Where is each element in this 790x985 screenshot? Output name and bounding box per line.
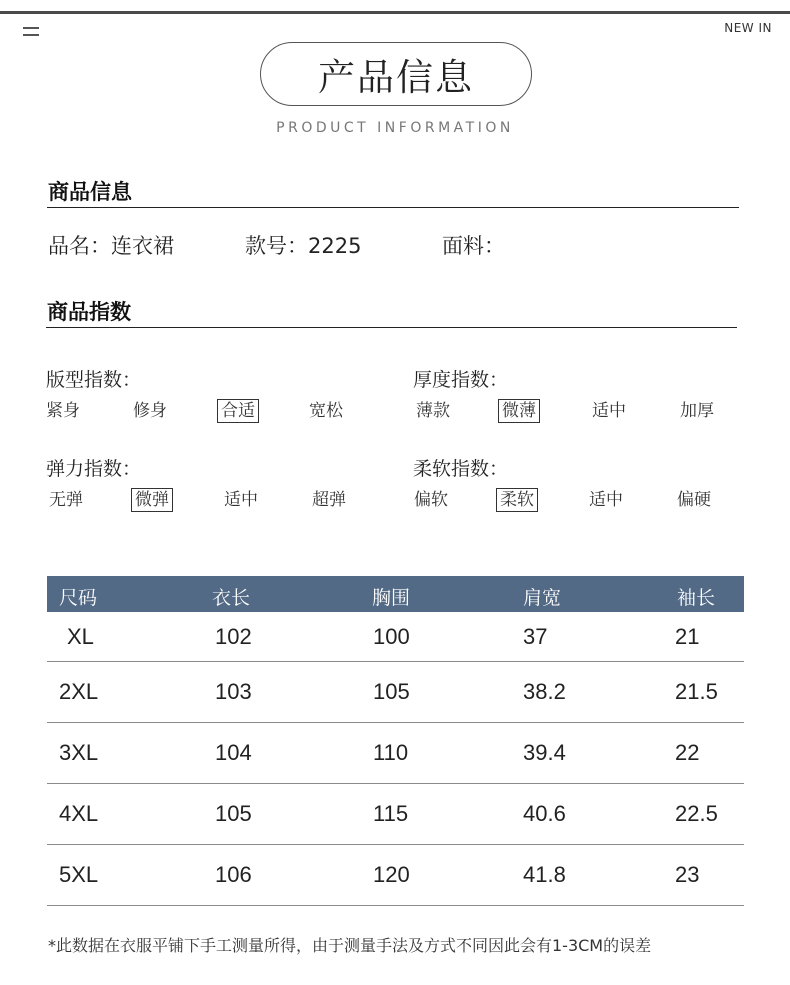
index-option: 薄款 bbox=[416, 401, 450, 421]
table-row bbox=[47, 784, 744, 845]
table-cell: 115 bbox=[373, 801, 409, 826]
index-title: 厚度指数： bbox=[413, 369, 509, 391]
table-cell: 37 bbox=[523, 624, 548, 649]
index-option-selected: 合适 bbox=[217, 399, 259, 423]
table-cell: 22 bbox=[675, 740, 700, 765]
index-option: 适中 bbox=[224, 490, 258, 510]
table-cell: 23 bbox=[675, 862, 700, 887]
size-table bbox=[47, 576, 744, 906]
index-option: 偏硬 bbox=[677, 490, 711, 510]
table-cell: 22.5 bbox=[675, 801, 718, 826]
page-subtitle: PRODUCT INFORMATION bbox=[276, 120, 514, 136]
column-header: 袖长 bbox=[677, 587, 716, 609]
column-header: 尺码 bbox=[59, 587, 98, 609]
menu-icon[interactable] bbox=[23, 27, 39, 36]
table-cell: 5XL bbox=[59, 862, 99, 887]
index-option-selected: 微弹 bbox=[131, 488, 173, 512]
table-cell: XL bbox=[67, 624, 94, 649]
index-option: 紧身 bbox=[46, 401, 80, 421]
divider bbox=[47, 207, 739, 208]
product-info-heading: 商品信息 bbox=[48, 180, 132, 204]
index-title: 弹力指数： bbox=[46, 458, 142, 480]
style-number: 款号：2225 bbox=[245, 234, 362, 258]
column-header: 肩宽 bbox=[523, 587, 562, 609]
table-body bbox=[47, 612, 744, 906]
index-option: 适中 bbox=[592, 401, 626, 421]
divider bbox=[46, 327, 737, 328]
table-cell: 38.2 bbox=[523, 679, 566, 704]
table-cell: 105 bbox=[373, 679, 410, 704]
column-header: 衣长 bbox=[212, 587, 251, 609]
table-cell: 103 bbox=[215, 679, 252, 704]
product-name: 品名：连衣裙 bbox=[48, 234, 174, 258]
table-cell: 3XL bbox=[59, 740, 99, 765]
index-title: 版型指数： bbox=[46, 369, 142, 391]
table-cell: 21 bbox=[675, 624, 700, 649]
index-option: 超弹 bbox=[312, 490, 346, 510]
table-cell: 39.4 bbox=[523, 740, 566, 765]
table-cell: 100 bbox=[373, 624, 410, 649]
index-option: 宽松 bbox=[309, 401, 343, 421]
table-cell: 104 bbox=[215, 740, 252, 765]
table-row bbox=[47, 612, 744, 662]
table-cell: 105 bbox=[215, 801, 252, 826]
table-cell: 4XL bbox=[59, 801, 99, 826]
table-cell: 120 bbox=[373, 862, 410, 887]
table-cell: 21.5 bbox=[675, 679, 718, 704]
product-index-heading: 商品指数 bbox=[47, 300, 131, 324]
new-in-label: NEW IN bbox=[724, 21, 772, 35]
table-cell: 40.6 bbox=[523, 801, 566, 826]
index-option-selected: 微薄 bbox=[498, 399, 540, 423]
fabric: 面料： bbox=[442, 234, 505, 258]
table-row bbox=[47, 845, 744, 906]
table-cell: 110 bbox=[373, 740, 409, 765]
column-header: 胸围 bbox=[372, 587, 411, 609]
index-title: 柔软指数： bbox=[413, 458, 509, 480]
index-option: 无弹 bbox=[49, 490, 83, 510]
index-option: 修身 bbox=[133, 401, 167, 421]
table-header bbox=[47, 576, 744, 612]
index-option: 加厚 bbox=[680, 401, 714, 421]
index-option-selected: 柔软 bbox=[496, 488, 538, 512]
footnote: *此数据在衣服平铺下手工测量所得，由于测量手法及方式不同因此会有1-3CM的误差 bbox=[48, 936, 652, 955]
index-option: 偏软 bbox=[414, 490, 448, 510]
index-option: 适中 bbox=[589, 490, 623, 510]
table-cell: 2XL bbox=[59, 679, 99, 704]
page-title: 产品信息 bbox=[260, 42, 532, 106]
table-cell: 106 bbox=[215, 862, 252, 887]
table-cell: 41.8 bbox=[523, 862, 566, 887]
top-border bbox=[0, 11, 790, 14]
table-row bbox=[47, 662, 744, 723]
table-cell: 102 bbox=[215, 624, 252, 649]
table-row bbox=[47, 723, 744, 784]
